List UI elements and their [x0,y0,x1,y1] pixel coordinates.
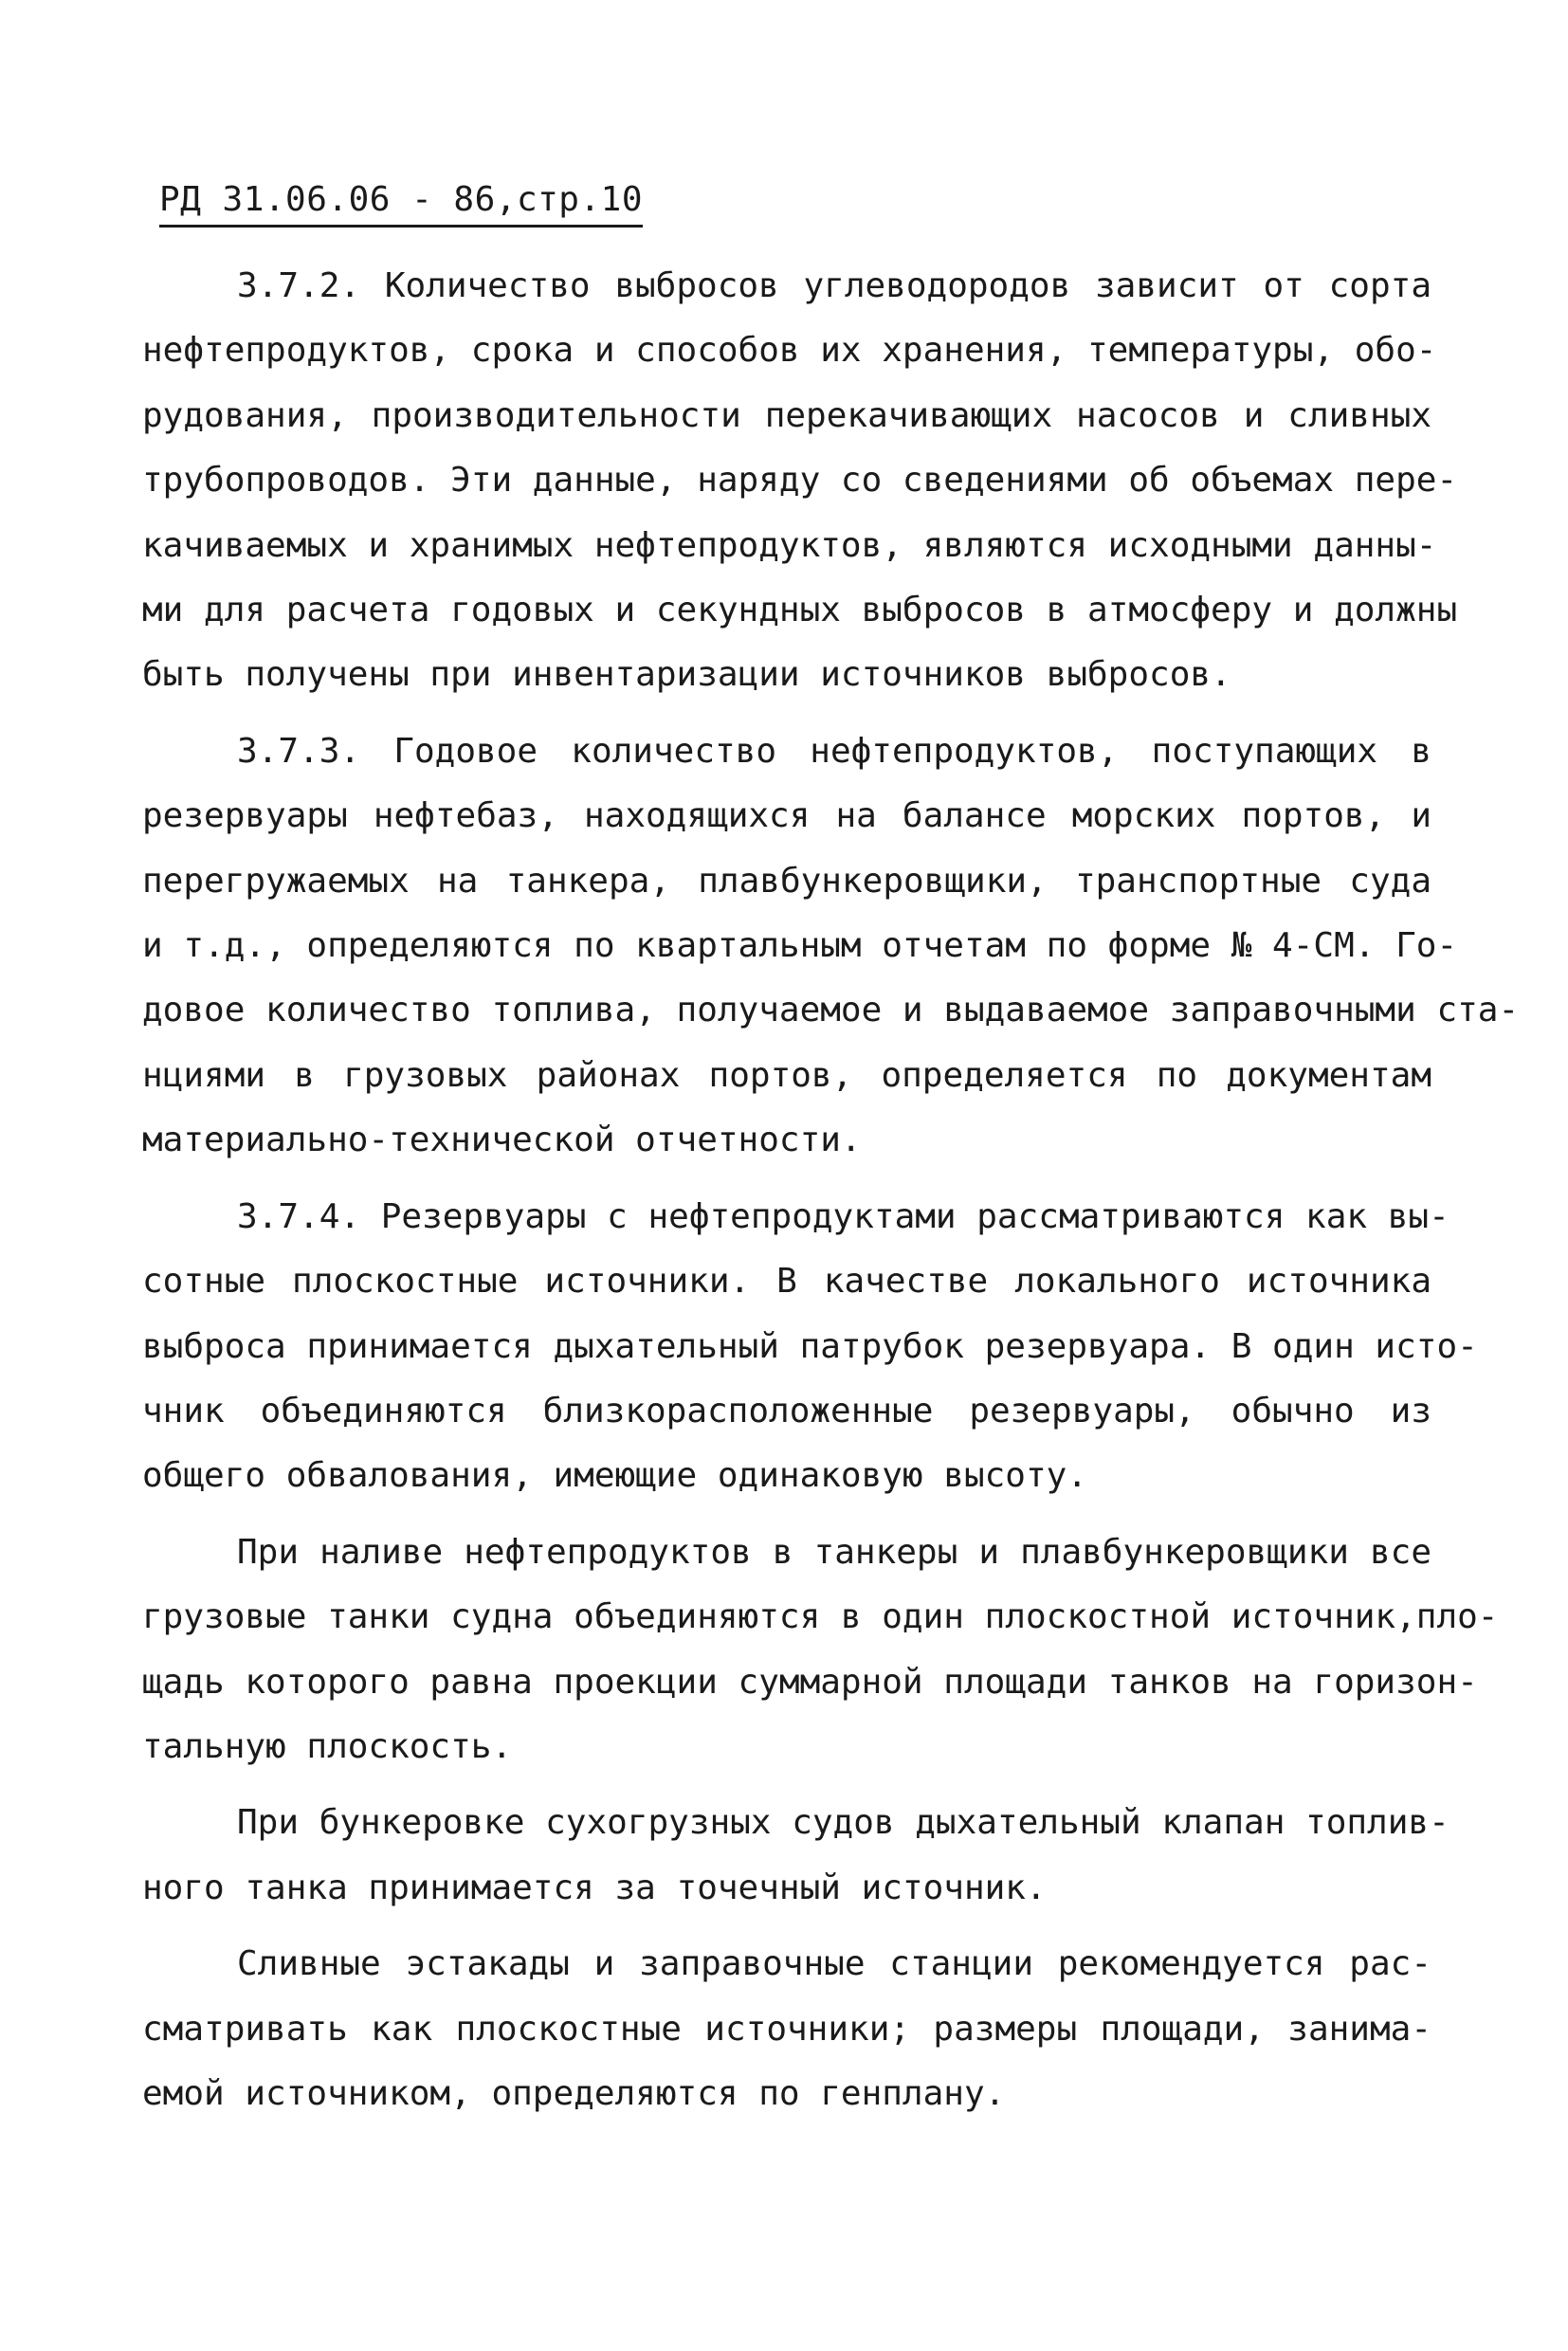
text-line: общего обвалования, имеющие одинаковую высоту. [142,1456,1087,1496]
text-line: сотные плоскостные источники. В качестве локального источника [142,1262,1431,1302]
page-header: РД 31.06.06 - 86,стр.10 [159,180,643,228]
text-line: Сливные эстакады и заправочные станции рекомендуется рас- [237,1944,1431,1984]
text-line: трубопроводов. Эти данные, наряду со сведениями об объемах пере- [142,461,1458,501]
text-line: выброса принимается дыхательный патрубок резервуара. В один исто- [142,1326,1478,1366]
paragraph-3-7-2 [142,254,1458,708]
text-line: При бункеровке сухогрузных судов дыхательный клапан топлив- [237,1803,1449,1843]
text-line: и т.д., определяются по квартальным отчетам по форме № 4-СМ. Го- [142,926,1458,966]
text-line: качиваемых и хранимых нефтепродуктов, являются исходными данны- [142,525,1437,565]
text-line: чник объединяются близкорасположенные резервуары, обычно из [142,1391,1431,1431]
paragraph-bunkering [142,1791,1449,1921]
text-line: нефтепродуктов, срока и способов их хранения, температуры, обо- [142,331,1437,371]
text-line: довое количество топлива, получаемое и выдаваемое заправочными ста- [142,991,1520,1030]
text-line: рудования, производительности перекачивающих насосов и сливных [142,395,1431,435]
text-line: резервуары нефтебаз, находящихся на балансе морских портов, и [142,796,1431,836]
text-line: тальную плоскость. [142,1726,513,1766]
text-line: При наливе нефтепродуктов в танкеры и плавбункеровщики все [237,1532,1431,1572]
paragraph-3-7-3 [142,720,1520,1174]
text-line: 3.7.3. Годовое количество нефтепродуктов, поступающих в [237,731,1431,771]
text-line: сматривать как плоскостные источники; размеры площади, занима- [142,2009,1431,2049]
paragraph-tanker-loading [142,1521,1499,1780]
text-line: перегружаемых на танкера, плавбункеровщики, транспортные суда [142,861,1431,901]
text-line: 3.7.2. Количество выбросов углеводородов зависит от сорта [237,266,1431,305]
text-line: 3.7.4. Резервуары с нефтепродуктами рассматриваются как вы- [237,1196,1449,1236]
paragraph-discharge-racks [142,1932,1431,2126]
document-body [142,254,1520,2138]
text-line: щадь которого равна проекции суммарной площади танков на горизон- [142,1662,1478,1702]
text-line: ми для расчета годовых и секундных выбросов в атмосферу и должны [142,591,1458,630]
text-line: материально-технической отчетности. [142,1121,862,1160]
paragraph-3-7-4 [142,1185,1478,1509]
text-line: нциями в грузовых районах портов, определяется по документам [142,1055,1431,1095]
text-line: емой источником, определяются по генплану. [142,2073,1006,2113]
text-line: быть получены при инвентаризации источников выбросов. [142,655,1231,695]
text-line: ного танка принимается за точечный источник. [142,1868,1047,1907]
text-line: грузовые танки судна объединяются в один плоскостной источник,пло- [142,1597,1499,1637]
